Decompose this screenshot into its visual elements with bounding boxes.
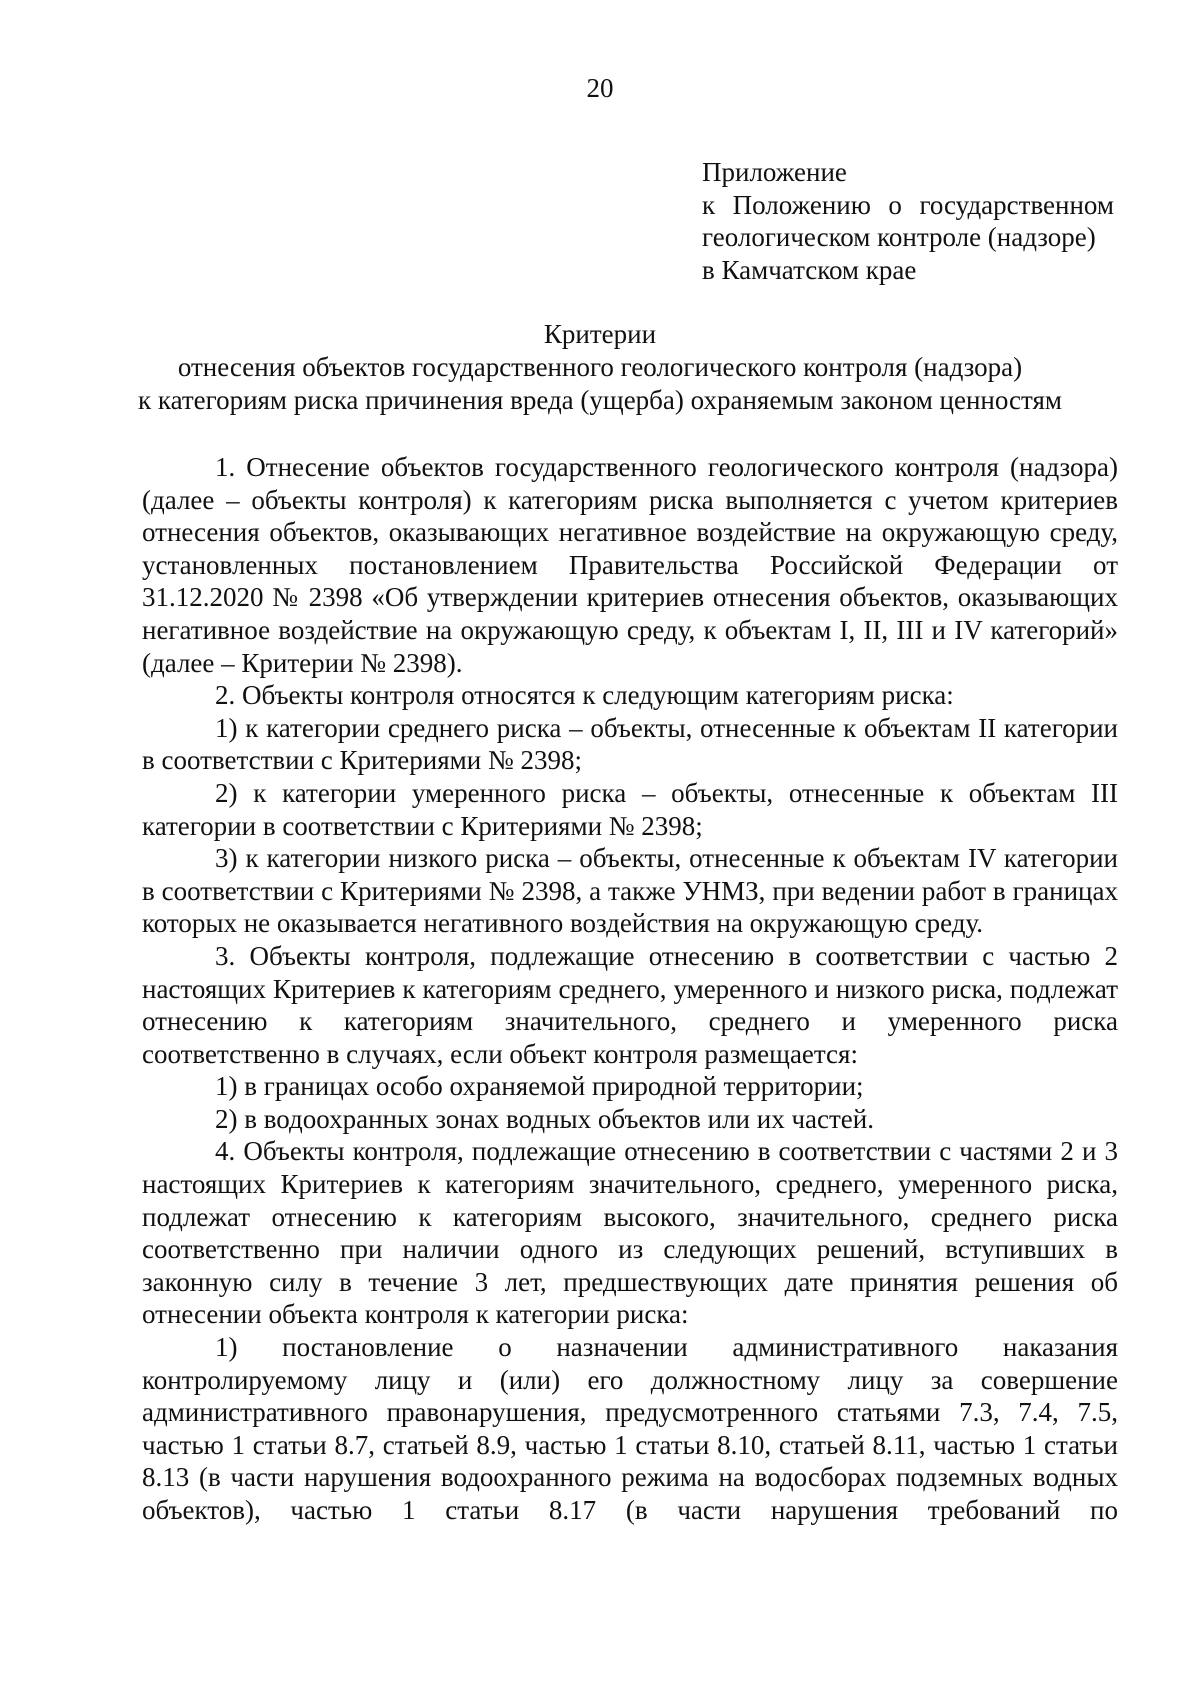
paragraph: 3) к категории низкого риска – объекты, отнесенные к объектам IV категории в соответствии с Критериями № 2398, а также УНМЗ, при ведении работ в границах которых не оказывается негативного воздействия на окружающую среду. xyxy=(142,843,1118,939)
paragraph: 3. Объекты контроля, подлежащие отнесению в соответствии с частью 2 настоящих Критериев к категориям среднего, умеренного и низкого риска, подлежат отнесению к категориям значительного, среднего и умеренного риска соответственно в случаях, если объект контроля размещается: xyxy=(142,940,1118,1069)
paragraph: 4. Объекты контроля, подлежащие отнесению в соответствии с частями 2 и 3 настоящих Критериев к категориям значительного, среднего, умеренного риска, подлежат отнесению к категориям высокого, значительного, среднего риска соответственно при наличии одного из следующих решений, вступивших в законную силу в течение 3 лет, предшествующих дате принятия решения об отнесении объекта контроля к категории риска: xyxy=(142,1136,1118,1330)
paragraph: 1) постановление о назначении административного наказания контролируемому лицу и (или) его должностному лицу за совершение административного правонарушения, предусмотренного статьями 7.3, 7.4, 7.5, частью 1 статьи 8.7, статьей 8.9, частью 1 статьи 8.10, статьей 8.11, частью 1 статьи 8.13 (в части нарушения водоохранного режима на водосборах подземных водных объектов), частью 1 статьи 8.17 (в части нарушения требований по xyxy=(142,1332,1118,1525)
title-subtitle-line-2: к категориям риска причинения вреда (ущерба) охраняемым законом ценностям xyxy=(138,385,1062,415)
appendix-line-4: в Камчатском крае xyxy=(702,254,917,285)
title-heading: Критерии xyxy=(543,319,657,349)
document-body xyxy=(142,451,1118,1527)
paragraph: 2) к категории умеренного риска – объекты, отнесенные к объектам III категории в соответствии с Критериями № 2398; xyxy=(142,777,1118,841)
paragraph: 1. Отнесение объектов государственного геологического контроля (надзора) (далее – объекты контроля) к категориям риска выполняется с учетом критериев отнесения объектов, оказывающих негативное воздействие на окружающую среду, установленных постановлением Правительства Российской Федерации от 31.12.2020 № 2398 «Об утверждении критериев отнесения объектов, оказывающих негативное воздействие на окружающую среду, к объектам I, II, III и IV категорий» (далее – Критерии № 2398). xyxy=(142,452,1118,678)
page-number: 20 xyxy=(586,73,614,103)
document-title xyxy=(0,318,1200,417)
appendix-line-3: геологическом контроле (надзоре) xyxy=(702,222,1096,252)
paragraph: 1) к категории среднего риска – объекты, отнесенные к объектам II категории в соответствии с Критериями № 2398; xyxy=(142,712,1118,776)
appendix-line-1: Приложение xyxy=(702,157,847,187)
paragraph: 2) в водоохранных зонах водных объектов или их частей. xyxy=(215,1103,874,1134)
appendix-line-2: к Положению о государственном xyxy=(702,189,1114,220)
appendix-header xyxy=(702,156,1122,286)
paragraph: 2. Объекты контроля относятся к следующим категориям риска: xyxy=(215,680,954,711)
paragraph: 1) в границах особо охраняемой природной территории; xyxy=(215,1071,864,1102)
title-subtitle-line-1: отнесения объектов государственного геологического контроля (надзора) xyxy=(177,352,1023,382)
